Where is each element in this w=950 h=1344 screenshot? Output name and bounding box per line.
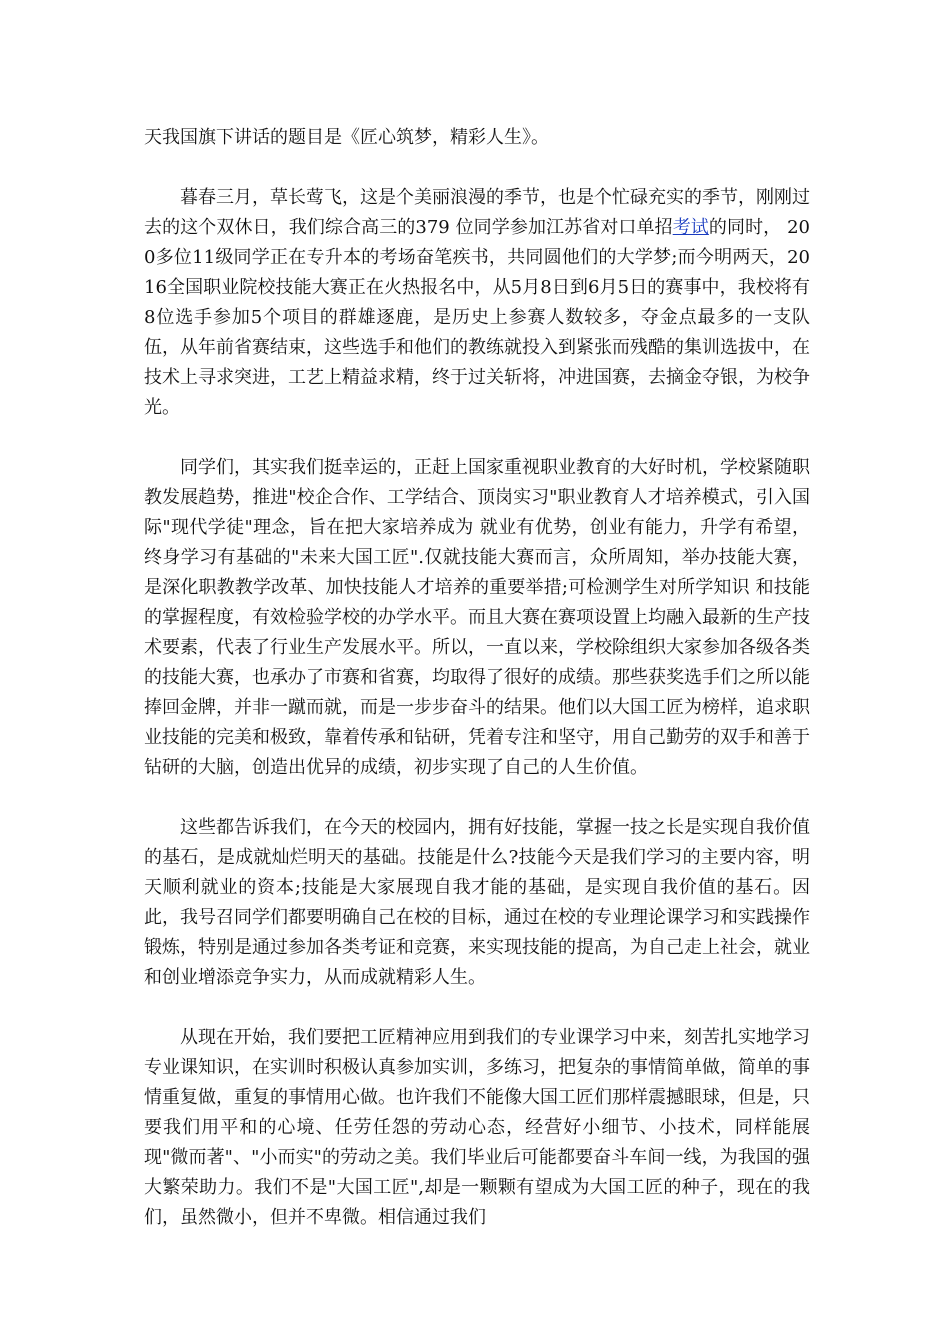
paragraph-spring-text-start: 暮春三月，草长莺飞，这是个美丽浪漫的季节，也是个忙碌充实的季节，刚刚过去的这个双休日，我们综合高三的379 位同学参加江苏省对口单招 — [144, 187, 810, 238]
paragraph-skills: 这些都告诉我们，在今天的校园内，拥有好技能，掌握一技之长是实现自我价值的基石，是成就灿烂明天的基础。技能是什么?技能今天是我们学习的主要内容，明天顺利就业的资本;技能是大家展现自我才能的基础，是实现自我价值的基石。因此，我号召同学们都要明确自己在校的目标，通过在校的专业理论课学习和实践操作锻炼，特别是通过参加各类考证和竞赛，来实现技能的提高，为自己走上社会，就业和创业增添竞争实力，从而成就精彩人生。 — [144, 817, 810, 988]
paragraph-intro: 天我国旗下讲话的题目是《匠心筑梦，精彩人生》。 — [144, 127, 549, 148]
paragraph-spring-text-end: 的同时， 200多位11级同学正在专升本的考场奋笔疾书，共同圆他们的大学梦;而今明两天，2016全国职业院校技能大赛正在火热报名中，从5月8日到6月5日的赛事中，我校将有8位选手参加5个项目的群雄逐鹿，是历史上参赛人数较多，夺金点最多的一支队伍，从年前省赛结束，这些选手和他们的教练就投入到紧张而残酷的集训选拔中，在技术上寻求突进，工艺上精益求精，终于过关斩将，冲进国赛，去摘金夺银，为校争光。 — [144, 217, 810, 418]
document-page — [144, 123, 810, 1233]
exam-link[interactable]: 考试 — [672, 217, 709, 238]
paragraph-spring — [144, 183, 810, 423]
paragraph-craftsman: 从现在开始，我们要把工匠精神应用到我们的专业课学习中来，刻苦扎实地学习专业课知识，在实训时积极认真参加实训，多练习，把复杂的事情简单做，简单的事情重复做，重复的事情用心做。也许我们不能像大国工匠们那样震撼眼球，但是，只要我们用平和的心境、任劳任怨的劳动心态，经营好小细节、小技术，同样能展现"微而著"、"小而实"的劳动之美。我们毕业后可能都要奋斗车间一线，为我国的强大繁荣助力。我们不是"大国工匠",却是一颗颗有望成为大国工匠的种子，现在的我们，虽然微小，但并不卑微。相信通过我们 — [144, 1027, 810, 1228]
paragraph-fortunate: 同学们，其实我们挺幸运的，正赶上国家重视职业教育的大好时机，学校紧随职教发展趋势，推进"校企合作、工学结合、顶岗实习"职业教育人才培养模式，引入国际"现代学徒"理念，旨在把大家培养成为 就业有优势，创业有能力，升学有希望，终身学习有基础的"未来大国工匠".仅就技能大赛而言，众所周知，举办技能大赛，是深化职教教学改革、加快技能人才培养的重要举措;可检测学生对所学知识 和技能的掌握程度，有效检验学校的办学水平。而且大赛在赛项设置上均融入最新的生产技术要素，代表了行业生产发展水平。所以，一直以来，学校除组织大家参加各级各类的技能大赛，也承办了市赛和省赛，均取得了很好的成绩。那些获奖选手们之所以能捧回金牌，并非一蹴而就，而是一步步奋斗的结果。他们以大国工匠为榜样，追求职业技能的完美和极致，靠着传承和钻研，凭着专注和坚守，用自己勤劳的双手和善于钻研的大脑，创造出优异的成绩，初步实现了自己的人生价值。 — [144, 457, 810, 778]
